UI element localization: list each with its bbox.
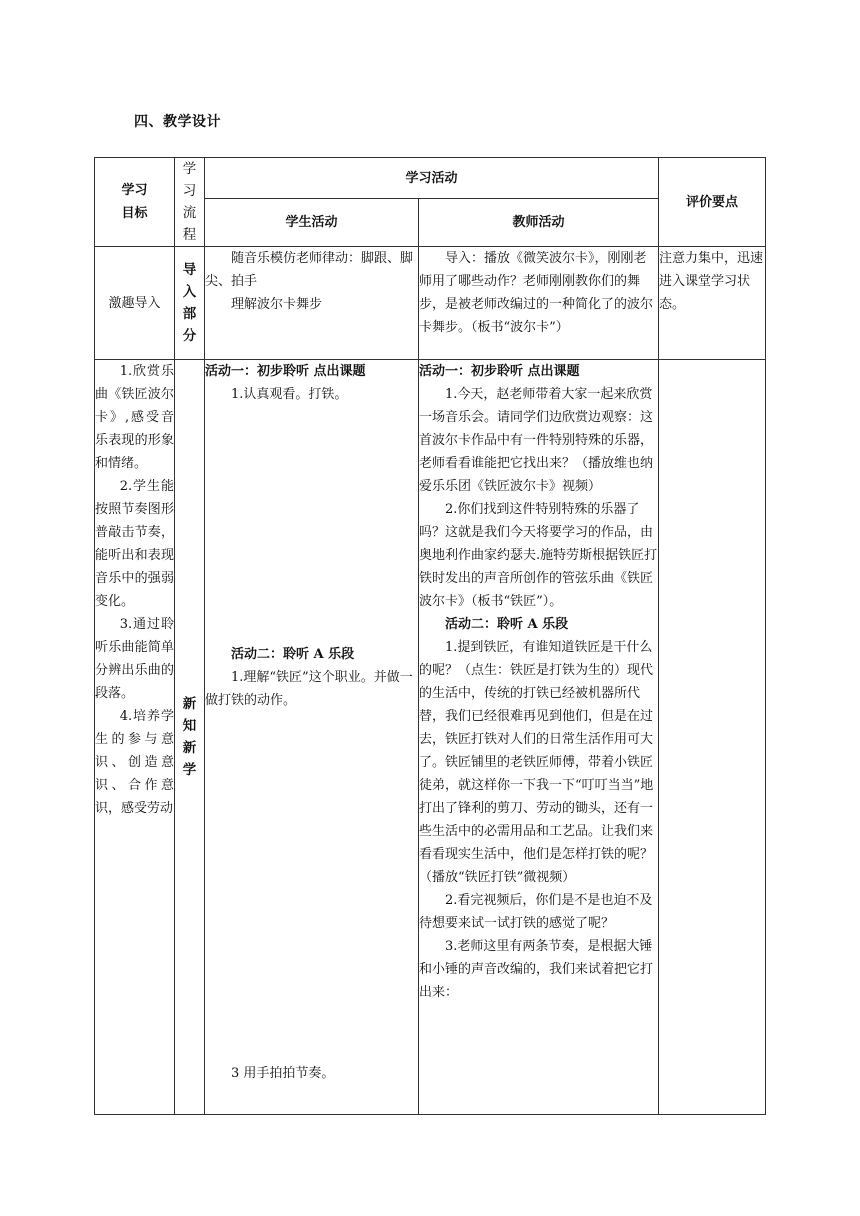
teacher-paragraph: 2.你们找到这件特别特殊的乐器了吗？这就是我们今天将要学习的作品，由奥地利作曲家约瑟夫.施特劳斯根据铁匠打铁时发出的声音所创作的管弦乐曲《铁匠波尔卡》（板书“铁匠”）。 <box>419 502 658 609</box>
row1-process-char: 分 <box>182 328 197 344</box>
row1-objective: 激趣导入 <box>95 247 175 360</box>
header-objective-line1: 学习 <box>121 183 148 198</box>
header-student: 学生活动 <box>205 199 419 247</box>
teacher-activity1-title: 活动一：初步聆听 点出课题 <box>419 364 580 379</box>
row2-evaluation <box>659 360 766 1115</box>
header-objective <box>95 158 175 247</box>
objective-item: 2.学生能按照节奏图形普敲击节奏，能听出和表现音乐中的强弱变化。 <box>95 479 174 609</box>
header-process-char: 程 <box>182 227 197 243</box>
table-row <box>95 247 766 360</box>
row2-process-char: 新 <box>182 696 197 712</box>
row2-student <box>205 360 419 1115</box>
teacher-paragraph: 3.老师这里有两条节奏，是根据大锤和小锤的声音改编的，我们来试着把它打出来： <box>419 939 654 1000</box>
row1-student-line: 随音乐模仿老师律动：脚跟、脚尖、拍手 <box>205 251 414 289</box>
row1-teacher-text: 导入：播放《微笑波尔卡》，刚刚老师用了哪些动作？老师刚刚教你们的舞步，是被老师改编过的一种简化了的波尔卡舞步。（板书“波尔卡”） <box>419 251 654 335</box>
objective-item: 1.欣赏乐曲《铁匠波尔卡》,感受音乐表现的形象和情绪。 <box>95 364 174 471</box>
objective-item: 4.培养学生的参与意识、创造意识、合作意识，感受劳动 <box>95 709 174 816</box>
objective-item: 3.通过聆听乐曲能简单分辨出乐曲的段落。 <box>95 617 174 701</box>
teacher-paragraph: 2.看完视频后，你们是不是也迫不及待想要来试一试打铁的感觉了呢？ <box>419 893 653 931</box>
section-heading: 四、教学设计 <box>134 114 221 130</box>
table-header-row <box>95 158 766 199</box>
row2-objectives <box>95 360 175 1115</box>
student-activity3-item: 3 用手拍拍节奏。 <box>231 1066 335 1081</box>
row2-process-char: 学 <box>182 762 197 778</box>
row2-teacher <box>419 360 659 1115</box>
row1-student-line: 理解波尔卡舞步 <box>231 297 323 312</box>
teacher-activity2-title: 活动二：聆听 A 乐段 <box>445 617 569 632</box>
row1-evaluation: 注意力集中，迅速进入课堂学习状态。 <box>659 247 766 360</box>
row2-process <box>175 360 205 1115</box>
header-process-char: 流 <box>182 205 197 221</box>
student-activity2-item: 1.理解“铁匠”这个职业。并做一做打铁的动作。 <box>205 670 413 708</box>
header-objective-line2: 目标 <box>121 206 148 221</box>
header-process <box>175 158 205 247</box>
row1-process-char: 入 <box>182 284 197 300</box>
student-activity1-title: 活动一：初步聆听 点出课题 <box>205 364 366 379</box>
row2-process-char: 新 <box>182 740 197 756</box>
row1-process-char: 部 <box>182 306 197 322</box>
teacher-paragraph: 1.提到铁匠，有谁知道铁匠是干什么的呢？（点生：铁匠是打铁为生的）现代的生活中，传统的打铁已经被机器所代替，我们已经很难再见到他们，但是在过去，铁匠打铁对人们的日常生活作用可大了。铁匠铺里的老铁匠师傅，带着小铁匠徒弟，就这样你一下我一下“叮叮当当”地打出了锋利的剪刀、劳动的锄头，还有一些生活中的必需用品和工艺品。让我们来看看现实生活中，他们是怎样打铁的呢？（播放“铁匠打铁”微视频） <box>419 640 654 885</box>
lesson-design-table <box>94 157 766 1115</box>
teacher-paragraph: 1.今天，赵老师带着大家一起来欣赏一场音乐会。请同学们边欣赏边观察：这首波尔卡作品中有一件特别特殊的乐器，老师看看谁能把它找出来？（播放维也纳爱乐乐团《铁匠波尔卡》视频） <box>419 387 654 494</box>
student-activity2-title: 活动二：聆听 A 乐段 <box>231 647 355 662</box>
header-activities: 学习活动 <box>205 158 659 199</box>
row2-process-char: 知 <box>182 718 197 734</box>
table-row <box>95 360 766 1115</box>
header-process-char: 学 <box>182 161 197 177</box>
row1-process-char: 导 <box>182 262 197 278</box>
header-teacher: 教师活动 <box>419 199 659 247</box>
row1-teacher <box>419 247 659 360</box>
student-activity1-item: 1.认真观看。打铁。 <box>231 387 348 402</box>
row1-process <box>175 247 205 360</box>
header-process-char: 习 <box>182 183 197 199</box>
row1-student <box>205 247 419 360</box>
header-evaluation: 评价要点 <box>659 158 766 247</box>
